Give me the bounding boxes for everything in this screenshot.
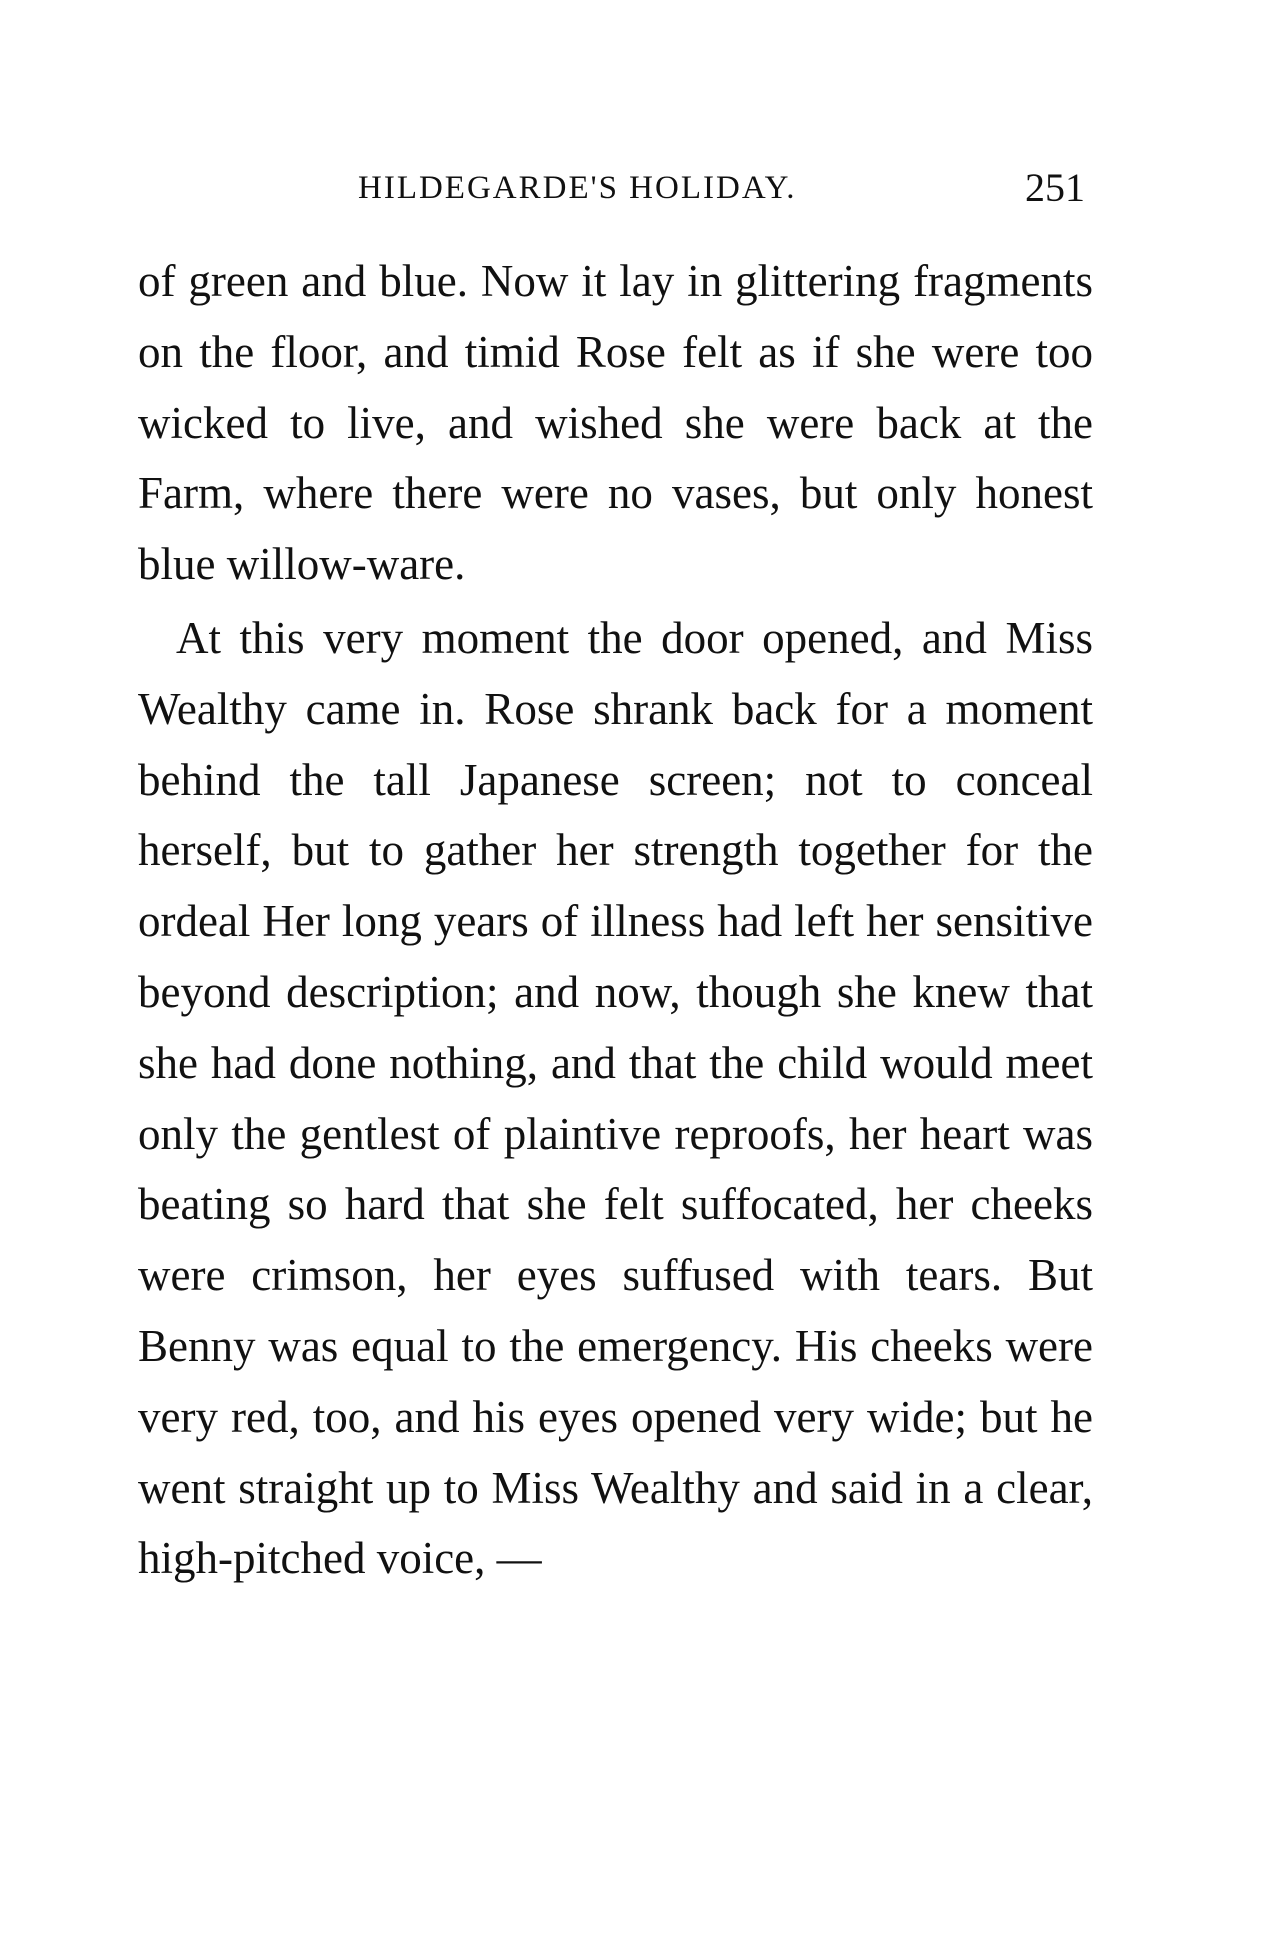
paragraph-continuation: of green and blue. Now it lay in glittering fragments on the floor, and timid Rose felt as if she were too wicked to live, and wished she were back at the Farm, where there were no vases, but only honest blue willow-ware.: [138, 256, 1093, 590]
page-number: 251: [1025, 165, 1085, 210]
body-text: [138, 246, 1093, 1594]
paragraph: At this very moment the door opened, and Miss Wealthy came in. Rose shrank back for a moment behind the tall Japanese screen; not to conceal herself, but to gather her strength together for the ordeal Her long years of illness had left her sensitive beyond description; and now, though she knew that she had done nothing, and that the child would meet only the gentlest of plaintive reproofs, her heart was beating so hard that she felt suffocated, her cheeks were crimson, her eyes suffused with tears. But Benny was equal to the emergency. His cheeks were very red, too, and his eyes opened very wide; but he went straight up to Miss Wealthy and said in a clear, high-pitched voice, —: [138, 612, 1093, 1584]
running-head: [138, 163, 1093, 213]
running-title: HILDEGARDE'S HOLIDAY.: [358, 170, 797, 206]
